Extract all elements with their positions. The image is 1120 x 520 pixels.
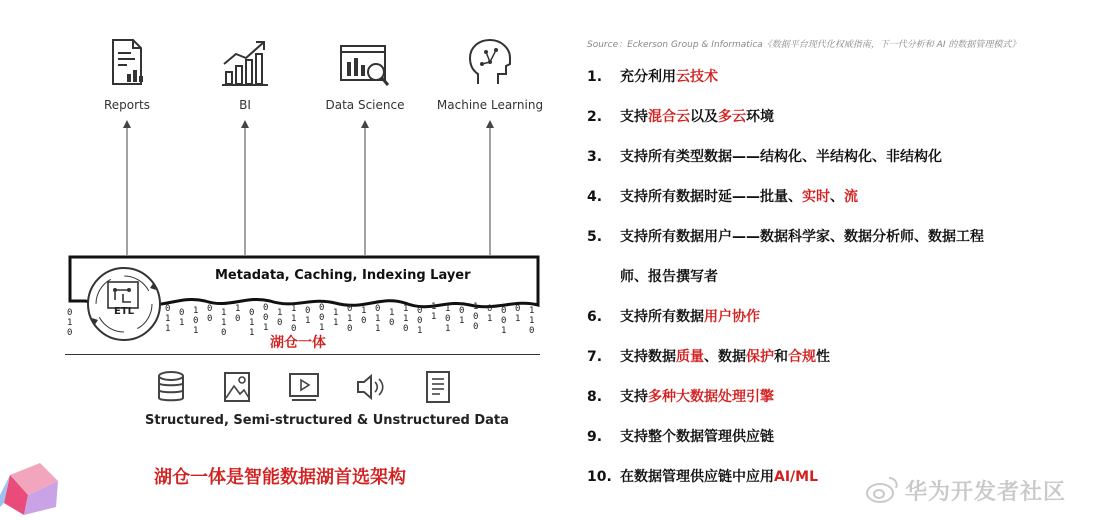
svg-text:0: 0 (501, 316, 507, 326)
svg-text:0: 0 (473, 312, 479, 322)
svg-text:0: 0 (291, 324, 297, 334)
list-item-highlight: 云技术 (676, 69, 718, 85)
svg-text:0: 0 (375, 304, 381, 314)
svg-text:0: 0 (319, 313, 325, 323)
etl-badge (84, 264, 164, 344)
list-item-highlight: AI/ML (774, 469, 819, 485)
svg-text:1: 1 (193, 306, 199, 316)
svg-text:0: 0 (179, 308, 185, 318)
list-item (587, 146, 942, 166)
database-icon (155, 370, 187, 404)
svg-text:1: 1 (221, 308, 227, 318)
list-item (587, 426, 774, 446)
svg-text:0: 0 (487, 304, 493, 314)
svg-text:0: 0 (207, 314, 213, 324)
list-item-number: 1. (587, 69, 603, 85)
list-item-text: 师、报告撰写者 (620, 269, 718, 285)
svg-text:0: 0 (347, 324, 353, 334)
list-item-highlight: 多云 (718, 109, 746, 125)
list-item-highlight: 用户协作 (704, 309, 760, 325)
svg-text:1: 1 (375, 314, 381, 324)
weibo-logo-icon (865, 474, 899, 504)
list-item-number: 7. (587, 349, 603, 365)
list-item-text: 和 (774, 349, 788, 365)
svg-text:1: 1 (417, 326, 423, 336)
svg-text:1: 1 (333, 308, 339, 318)
list-item-text: 支持所有数据时延——批量、 (620, 189, 802, 205)
list-item-text: 支持所有数据 (620, 309, 704, 325)
list-item-text: 支持所有类型数据——结构化、半结构化、非结构化 (620, 149, 942, 165)
svg-text:1: 1 (529, 306, 535, 316)
video-icon (288, 370, 320, 404)
svg-text:1: 1 (277, 308, 283, 318)
svg-text:0: 0 (263, 303, 269, 313)
watermark-text: 华为开发者社区 (905, 480, 1067, 505)
svg-text:0: 0 (515, 304, 521, 314)
svg-text:1: 1 (291, 304, 297, 314)
list-item (587, 306, 760, 326)
svg-text:1: 1 (403, 304, 409, 314)
list-item-text: 支持 (620, 109, 648, 125)
list-item (587, 266, 718, 286)
list-item-number: 10. (587, 469, 612, 485)
list-item-number: 3. (587, 149, 603, 165)
list-item (587, 386, 774, 406)
divider-line (65, 354, 540, 355)
svg-text:1: 1 (221, 318, 227, 328)
svg-text:0: 0 (459, 306, 465, 316)
svg-text:1: 1 (193, 326, 199, 336)
list-item-number: 9. (587, 429, 603, 445)
list-item (587, 106, 774, 126)
svg-text:0: 0 (445, 314, 451, 324)
svg-text:0: 0 (473, 322, 479, 332)
list-item-text: 、 (830, 189, 844, 205)
svg-text:0: 0 (165, 304, 171, 314)
image-icon (222, 370, 252, 404)
svg-text:0: 0 (417, 306, 423, 316)
list-item-highlight: 流 (844, 189, 858, 205)
svg-text:1: 1 (389, 308, 395, 318)
svg-text:0: 0 (193, 316, 199, 326)
list-item-highlight: 实时 (802, 189, 830, 205)
list-item-text: 充分利用 (620, 69, 676, 85)
svg-text:0: 0 (529, 326, 535, 336)
list-item-highlight: 混合云 (648, 109, 690, 125)
list-item-text: 支持 (620, 389, 648, 405)
svg-text:1: 1 (263, 323, 269, 333)
list-item-text: 在数据管理供应链中应用 (620, 469, 774, 485)
svg-text:1: 1 (235, 304, 241, 314)
svg-text:0: 0 (361, 316, 367, 326)
list-item-highlight: 多种大数据处理引擎 (648, 389, 774, 405)
svg-text:0: 0 (67, 328, 73, 338)
list-item-number: 2. (587, 109, 603, 125)
list-item-number: 4. (587, 189, 603, 205)
svg-text:0: 0 (403, 324, 409, 334)
svg-text:0: 0 (277, 318, 283, 328)
list-item (587, 466, 818, 486)
document-icon (424, 370, 452, 404)
svg-text:1: 1 (249, 318, 255, 328)
consumer-label-reports: Reports (103, 98, 151, 112)
list-item-highlight: 保护 (746, 349, 774, 365)
svg-text:0: 0 (221, 328, 227, 338)
list-item (587, 346, 830, 366)
list-item-number: 5. (587, 229, 603, 245)
metadata-layer-title: Metadata, Caching, Indexing Layer (215, 268, 471, 283)
svg-text:1: 1 (515, 314, 521, 324)
svg-text:1: 1 (431, 312, 437, 322)
svg-text:0: 0 (347, 304, 353, 314)
list-item-number: 8. (587, 389, 603, 405)
slogan-text: 湖仓一体是智能数据湖首选架构 (154, 467, 406, 488)
svg-text:0: 0 (417, 316, 423, 326)
svg-text:0: 0 (389, 318, 395, 328)
svg-text:0: 0 (249, 308, 255, 318)
svg-text:1: 1 (165, 324, 171, 334)
data-sources-title: Structured, Semi-structured & Unstructured Data (145, 413, 509, 428)
list-item-highlight: 合规 (788, 349, 816, 365)
svg-text:0: 0 (319, 303, 325, 313)
list-item-text: 支持所有数据用户——数据科学家、数据分析师、数据工程 (620, 229, 984, 245)
consumer-label-data-science: Data Science (325, 98, 405, 112)
list-item-text: 支持数据 (620, 349, 676, 365)
list-item-text: 支持整个数据管理供应链 (620, 429, 774, 445)
svg-text:1: 1 (67, 318, 73, 328)
svg-text:1: 1 (347, 314, 353, 324)
svg-text:1: 1 (305, 316, 311, 326)
list-item-number: 6. (587, 309, 603, 325)
svg-text:1: 1 (165, 314, 171, 324)
list-item (587, 226, 984, 246)
svg-text:1: 1 (473, 302, 479, 312)
svg-text:1: 1 (501, 326, 507, 336)
svg-text:0: 0 (305, 306, 311, 316)
svg-text:1: 1 (249, 328, 255, 338)
svg-text:1: 1 (179, 318, 185, 328)
audio-icon (355, 370, 387, 404)
list-item (587, 66, 718, 86)
list-item-text: 以及 (690, 109, 718, 125)
etl-cycle-icon (84, 264, 164, 344)
svg-text:1: 1 (361, 306, 367, 316)
svg-text:1: 1 (445, 304, 451, 314)
consumer-label-bi: BI (239, 98, 251, 112)
source-citation: Source：Eckerson Group & Informatica《数据平台现代化权威指南，下一代分析和 AI 的数据管理模式》 (587, 40, 1021, 50)
svg-text:0: 0 (263, 313, 269, 323)
svg-text:1: 1 (375, 324, 381, 334)
svg-text:1: 1 (333, 318, 339, 328)
svg-text:0: 0 (67, 308, 73, 318)
svg-text:0: 0 (207, 304, 213, 314)
list-item (587, 186, 858, 206)
svg-text:1: 1 (403, 314, 409, 324)
list-item-highlight: 质量 (676, 349, 704, 365)
svg-text:1: 1 (487, 314, 493, 324)
svg-text:0: 0 (235, 314, 241, 324)
list-item-text: 性 (816, 349, 830, 365)
list-item-text: 、数据 (704, 349, 746, 365)
svg-text:1: 1 (459, 316, 465, 326)
svg-text:1: 1 (319, 323, 325, 333)
svg-text:1: 1 (431, 302, 437, 312)
svg-text:1: 1 (445, 324, 451, 334)
lakehouse-label: 湖仓一体 (270, 335, 326, 351)
svg-text:0: 0 (501, 306, 507, 316)
etl-label: ETL (113, 306, 135, 317)
list-item-text: 环境 (746, 109, 774, 125)
svg-text:1: 1 (291, 314, 297, 324)
consumer-label-machine-learning: Machine Learning (436, 98, 544, 112)
svg-text:1: 1 (529, 316, 535, 326)
